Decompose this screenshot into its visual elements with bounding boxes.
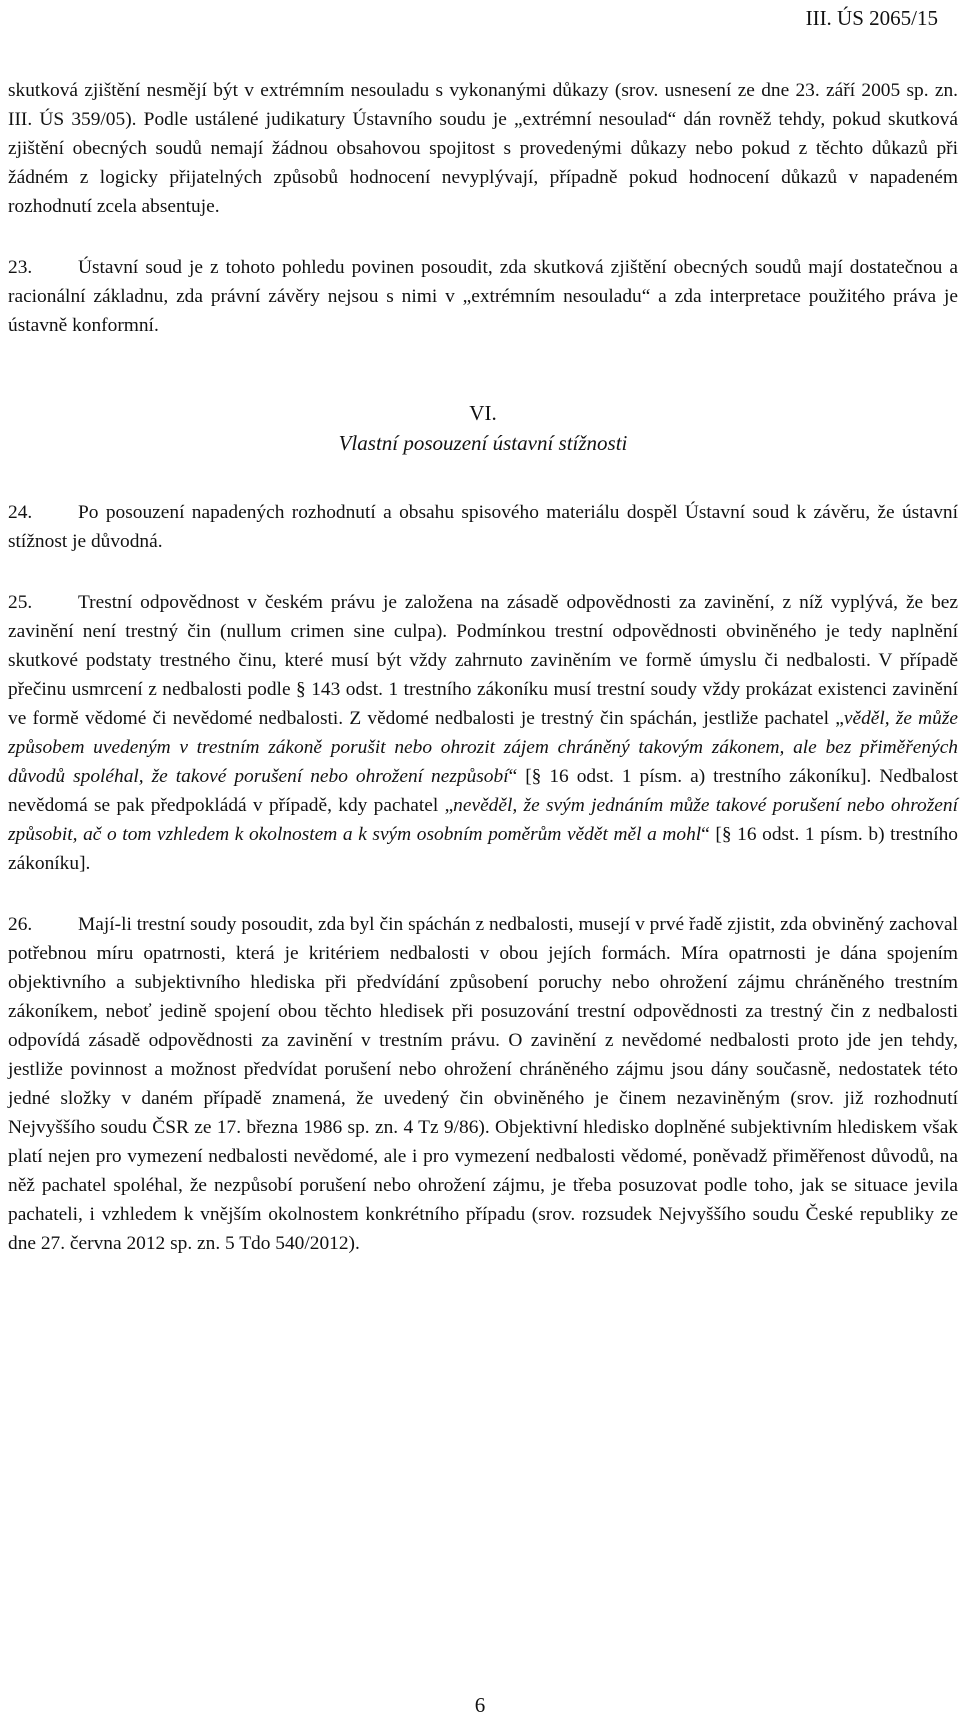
document-body xyxy=(8,76,958,1290)
quoted-definition-unconscious-negligence: nevěděl, že svým jednáním může takové porušení nebo ohrožení způsobit, ač o tom vzhledem k okolnostem a k svým osobním poměrům vědět měl a mohl xyxy=(8,795,958,845)
paragraph-26 xyxy=(8,910,958,1258)
paragraph-24 xyxy=(8,498,958,556)
paragraph-text: “ [§ 16 odst. 1 písm. b) trestního zákoníku]. xyxy=(8,824,958,874)
paragraph-number: 23. xyxy=(8,257,33,278)
paragraph-number: 24. xyxy=(8,502,33,523)
section-heading xyxy=(8,398,958,458)
paragraph-number: 25. xyxy=(8,592,33,613)
paragraph-text: “ [§ 16 odst. 1 písm. a) trestního zákoníku]. Nedbalost nevědomá se pak předpokládá v případě, kdy pachatel „ xyxy=(8,766,958,816)
page-number: 6 xyxy=(474,1693,486,1717)
paragraph-23 xyxy=(8,253,958,340)
paragraph-text: Trestní odpovědnost v českém právu je založena na zásadě odpovědnosti za zavinění, z níž vyplývá, že bez zavinění není trestný čin (nullum crimen sine culpa). Podmínkou trestní odpovědnosti obviněného je tedy naplnění skutkové podstaty trestného činu, které musí být vždy zahrnuto zaviněním ve formě úmyslu či nedbalosti. V případě přečinu usmrcení z nedbalosti podle § 143 odst. 1 trestního zákoníku musí trestní soudy vždy prokázat existenci zavinění ve formě vědomé či nevědomé nedbalosti. Z vědomé nedbalosti je trestný čin spáchán, jestliže pachatel „ xyxy=(8,592,958,729)
paragraph-25 xyxy=(8,588,958,878)
intro-paragraph: skutková zjištění nesmějí být v extrémním nesouladu s vykonanými důkazy (srov. usnesení ze dne 23. září 2005 sp. zn. III. ÚS 359/05). Podle ustálené judikatury Ústavního soudu je „extrémní nesoulad“ dán rovněž tehdy, pokud skutková zjištění obecných soudů nemají žádnou obsahovou spojitost s provedenými důkazy nebo pokud z těchto důkazů při žádném z logicky přijatelných způsobů hodnocení nevyplývají, případně pokud hodnocení důkazů v napadeném rozhodnutí zcela absentuje. xyxy=(8,80,958,217)
paragraph-text: Mají-li trestní soudy posoudit, zda byl čin spáchán z nedbalosti, musejí v prvé řadě zjistit, zda obviněný zachoval potřebnou míru opatrnosti, která je kritériem nedbalosti v obou jejích formách. Míra opatrnosti je dána spojením objektivního a subjektivního hlediska při předvídání způsobení poruchy nebo ohrožení zájmu chráněného trestním zákoníkem, neboť jedině spojení obou těchto hledisek při posuzování trestní odpovědnosti za trestný čin z nedbalosti odpovídá zásadě odpovědnosti za zavinění v trestním právu. O zavinění z nevědomé nedbalosti proto jde jen tehdy, jestliže povinnost a možnost předvídat porušení nebo ohrožení chráněného zájmu jsou dány současně, nedostatek této jedné složky v daném případě znamená, že uvedený čin obviněného je činem nezaviněným (srov. již rozhodnutí Nejvyššího soudu ČSR ze 17. března 1986 sp. zn. 4 Tz 9/86). Objektivní hledisko doplněné subjektivním hlediskem však platí nejen pro vymezení nedbalosti nevědomé, ale i pro vymezení nedbalosti vědomé, poněvadž přiměřenost důvodů, na něž pachatel spoléhal, že nezpůsobí porušení nebo ohrožení zájmu, je třeba posuzovat podle toho, jak se situace jevila pachateli, i vzhledem k vnějším okolnostem konkrétního případu (srov. rozsudek Nejvyššího soudu České republiky ze dne 27. června 2012 sp. zn. 5 Tdo 540/2012). xyxy=(8,914,958,1254)
paragraph-number: 26. xyxy=(8,914,33,935)
quoted-definition-conscious-negligence: věděl, že může způsobem uvedeným v trestním zákoně porušit nebo ohrozit zájem chráněný takovým zákonem, ale bez přiměřených důvodů spoléhal, že takové porušení nebo ohrožení nezpůsobí xyxy=(8,708,958,787)
document-reference: III. ÚS 2065/15 xyxy=(805,6,938,30)
paragraph-text: Ústavní soud je z tohoto pohledu povinen posoudit, zda skutková zjištění obecných soudů mají dostatečnou a racionální základnu, zda právní závěry nejsou s nimi v „extrémním nesouladu“ a zda interpretace použitého práva je ústavně konformní. xyxy=(8,257,958,336)
section-title: Vlastní posouzení ústavní stížnosti xyxy=(338,431,628,455)
section-number: VI. xyxy=(469,401,497,425)
paragraph-text: Po posouzení napadených rozhodnutí a obsahu spisového materiálu dospěl Ústavní soud k závěru, že ústavní stížnost je důvodná. xyxy=(8,502,958,552)
